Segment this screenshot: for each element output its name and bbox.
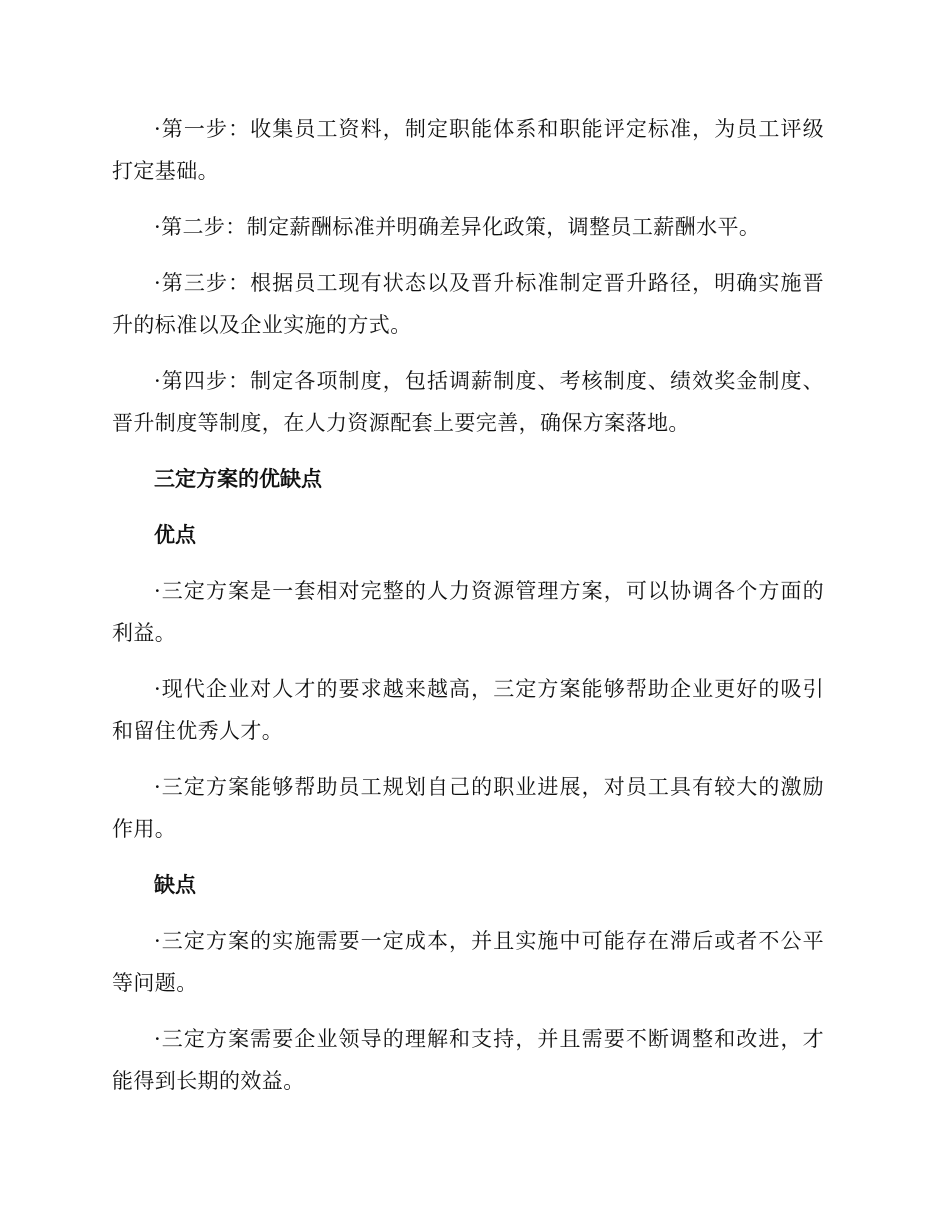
pros-title: 优点	[154, 523, 196, 547]
step-3-paragraph: ·第三步：根据员工现有状态以及晋升标准制定晋升路径，明确实施晋升的标准以及企业实施的方式。	[112, 271, 824, 337]
document-page	[112, 108, 824, 1116]
cons-title: 缺点	[154, 873, 196, 897]
pros-item-2: ·现代企业对人才的要求越来越高，三定方案能够帮助企业更好的吸引和留住优秀人才。	[112, 677, 824, 743]
step-4-paragraph: ·第四步：制定各项制度，包括调薪制度、考核制度、绩效奖金制度、晋升制度等制度，在人力资源配套上要完善，确保方案落地。	[112, 369, 824, 435]
pros-item-1: ·三定方案是一套相对完整的人力资源管理方案，可以协调各个方面的利益。	[112, 579, 824, 645]
section-title: 三定方案的优缺点	[154, 467, 322, 491]
step-1-paragraph: ·第一步：收集员工资料，制定职能体系和职能评定标准，为员工评级打定基础。	[112, 117, 824, 183]
step-2-paragraph: ·第二步：制定薪酬标准并明确差异化政策，调整员工薪酬水平。	[154, 215, 761, 239]
pros-item-3: ·三定方案能够帮助员工规划自己的职业进展，对员工具有较大的激励作用。	[112, 775, 824, 841]
cons-item-1: ·三定方案的实施需要一定成本，并且实施中可能存在滞后或者不公平等问题。	[112, 929, 824, 995]
cons-item-2: ·三定方案需要企业领导的理解和支持，并且需要不断调整和改进，才能得到长期的效益。	[112, 1027, 824, 1093]
